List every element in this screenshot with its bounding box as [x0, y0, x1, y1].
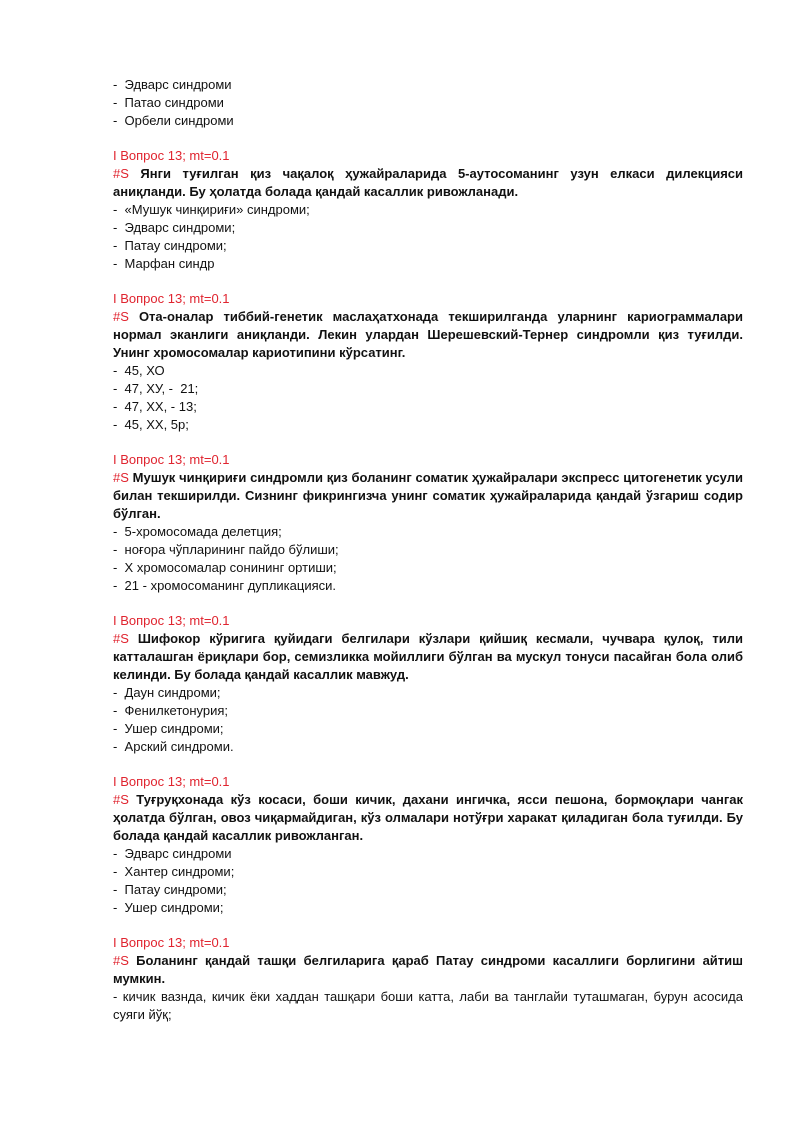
- question-header: I Вопрос 13; mt=0.1: [113, 774, 230, 789]
- question-tag: #S: [113, 166, 129, 181]
- question-header: I Вопрос 13; mt=0.1: [113, 613, 230, 628]
- answer-option: - кичик вазнда, кичик ёки хаддан ташқари боши катта, лаби ва танглайи туташмаган, бурун асосида суяги йўқ;: [113, 989, 743, 1022]
- question-block: [113, 147, 743, 273]
- question-body: Боланинг қандай ташқи белгиларига қараб Патау синдроми касаллиги борлигини айтиш мумкин.: [113, 953, 743, 986]
- question-header: I Вопрос 13; mt=0.1: [113, 291, 230, 306]
- answer-option: - Эдварс синдроми: [113, 846, 232, 861]
- question-tag: #S: [113, 792, 129, 807]
- question-body: Мушук чинқириғи синдромли қиз боланинг соматик ҳужайралари экспресс цитогенетик усули билан текширилди. Сизнинг фикрингизча унинг соматик ҳужайраларида қандай ўзгариш содир бўлган.: [113, 470, 743, 521]
- document-page: [113, 76, 743, 1024]
- answer-option: - Патау синдроми;: [113, 882, 227, 897]
- question-tag: #S: [113, 309, 129, 324]
- answer-option: - 5-хромосомада делетция;: [113, 524, 282, 539]
- answer-option: - 45, ХХ, 5р;: [113, 417, 189, 432]
- answer-option: - 45, ХО: [113, 363, 165, 378]
- answer-option: - Ушер синдроми;: [113, 721, 224, 736]
- answer-option: - Ушер синдроми;: [113, 900, 224, 915]
- question-body: Ота-оналар тиббий-генетик маслаҳатхонада текширилганда уларнинг кариограммалари нормал эканлиги аниқланди. Лекин улардан Шерешевский-Тернер синдромли қиз туғилди. Унинг хромосомалар кариотипини кўрсатинг.: [113, 309, 743, 360]
- question-text: [113, 165, 743, 201]
- answer-option: - 47, ХХ, - 13;: [113, 399, 197, 414]
- answer-option: - ноғора чўпларининг пайдо бўлиши;: [113, 542, 339, 557]
- answer-option: - Орбели синдроми: [113, 113, 234, 128]
- question-header: I Вопрос 13; mt=0.1: [113, 148, 230, 163]
- question-block: [113, 773, 743, 917]
- answer-option: - Даун синдроми;: [113, 685, 221, 700]
- question-tag: #S: [113, 631, 129, 646]
- answer-option: - Эдварс синдроми: [113, 77, 232, 92]
- question-text: [113, 469, 743, 523]
- question-block: [113, 290, 743, 434]
- question-block: [113, 612, 743, 756]
- question-header: I Вопрос 13; mt=0.1: [113, 935, 230, 950]
- question-text: [113, 952, 743, 988]
- question-body: Янги туғилган қиз чақалоқ ҳужайраларида 5-аутосоманинг узун елкаси дилекцияси аниқланди. Бу ҳолатда болада қандай касаллик ривожланади.: [113, 166, 743, 199]
- answer-option: - Фенилкетонурия;: [113, 703, 229, 718]
- question-body: Туғруқхонада кўз косаси, боши кичик, дахани ингичка, ясси пешона, бормоқлари чангак ҳолатда бўлган, овоз чиқармайдиган, кўз олмалари нотўғри харакат қиладиган бола туғилди. Бу болада қандай касаллик ривожланган.: [113, 792, 743, 843]
- answer-option: - Патау синдроми;: [113, 238, 227, 253]
- question-tag: #S: [113, 470, 129, 485]
- question-body: Шифокор кўригига қуйидаги белгилари кўзлари қийшиқ кесмали, чучвара қулоқ, тили катталашган ёриқлари бор, семизликка мойиллиги бўлган ва мускул тонуси пасайган бола олиб келинди. Бу болада қандай касаллик мавжуд.: [113, 631, 743, 682]
- intro-options: [113, 76, 743, 130]
- question-tag: #S: [113, 953, 129, 968]
- answer-option: - Х хромосомалар сонининг ортиши;: [113, 560, 337, 575]
- question-text: [113, 630, 743, 684]
- question-block: [113, 451, 743, 595]
- answer-option: - Арский синдроми.: [113, 739, 234, 754]
- question-text: [113, 308, 743, 362]
- answer-option: - Хантер синдроми;: [113, 864, 235, 879]
- answer-option: - «Мушук чинқириғи» синдроми;: [113, 202, 310, 217]
- answer-option: - Марфан синдр: [113, 256, 215, 271]
- question-block: [113, 934, 743, 1024]
- answer-option: - Эдварс синдроми;: [113, 220, 236, 235]
- answer-option: - Патао синдроми: [113, 95, 224, 110]
- answer-option: - 47, ХУ, - 21;: [113, 381, 199, 396]
- question-text: [113, 791, 743, 845]
- answer-option: - 21 - хромосоманинг дупликацияси.: [113, 578, 337, 593]
- question-header: I Вопрос 13; mt=0.1: [113, 452, 230, 467]
